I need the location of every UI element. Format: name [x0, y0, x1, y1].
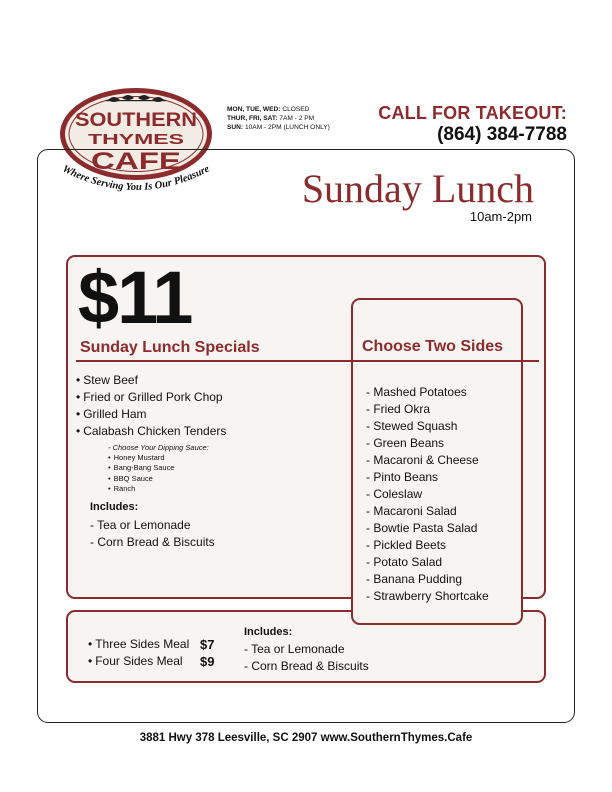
meal-price: $7 — [200, 637, 215, 652]
list-item: - Pickled Beets — [366, 537, 489, 554]
divider-line — [76, 360, 539, 362]
opening-hours — [227, 105, 330, 133]
meal-item — [88, 653, 218, 670]
list-item: • Fried or Grilled Pork Chop — [76, 389, 226, 406]
list-item: - Corn Bread & Biscuits — [244, 658, 369, 675]
list-item: - Coleslaw — [366, 486, 489, 503]
logo-line1: SOUTHERN — [75, 110, 197, 131]
list-item: - Green Beans — [366, 435, 489, 452]
hours-row: SUN: 10AM - 2PM (LUNCH ONLY) — [227, 124, 330, 132]
footer-address: 3881 Hwy 378 Leesville, SC 2907 www.SouthernThymes.Cafe — [139, 732, 473, 744]
list-item: - Macaroni Salad — [366, 503, 489, 520]
meal-options — [88, 636, 218, 670]
list-item: - Bowtie Pasta Salad — [366, 520, 489, 537]
list-item: - Strawberry Shortcake — [366, 588, 489, 605]
list-item: • Calabash Chicken Tenders — [76, 423, 226, 440]
entree-list — [76, 372, 226, 440]
list-item: - Potato Salad — [366, 554, 489, 571]
list-item: - Fried Okra — [366, 401, 489, 418]
logo-line2: THYMES — [88, 131, 184, 148]
list-item: - Macaroni & Cheese — [366, 452, 489, 469]
logo-tagline: Where Serving You Is Our Pleasure — [60, 163, 212, 194]
list-item: - Pinto Beans — [366, 469, 489, 486]
includes-heading: Includes: — [90, 501, 139, 513]
list-item: - Tea or Lemonade — [244, 641, 369, 658]
list-item: - Tea or Lemonade — [90, 517, 215, 534]
menu-time: 10am-2pm — [469, 209, 532, 224]
meal-price: $9 — [200, 654, 215, 669]
menu-title: Sunday Lunch — [301, 166, 534, 211]
meal-includes-heading: Includes: — [244, 626, 293, 638]
list-item: - Corn Bread & Biscuits — [90, 534, 215, 551]
sides-list — [366, 384, 489, 605]
list-item: • Bang-Bang Sauce — [108, 463, 175, 473]
sauce-list — [108, 453, 175, 495]
meal-name: Four Sides Meal — [95, 654, 183, 668]
list-item: - Mashed Potatoes — [366, 384, 489, 401]
list-item: • Honey Mustard — [108, 453, 175, 463]
list-item: - Banana Pudding — [366, 571, 489, 588]
meal-includes-list — [244, 641, 369, 675]
list-item: • BBQ Sauce — [108, 474, 175, 484]
list-item: • Grilled Ham — [76, 406, 226, 423]
sauce-heading: - Choose Your Dipping Sauce: — [108, 443, 209, 452]
sides-heading: Choose Two Sides — [362, 338, 504, 355]
logo-line3: CAFE — [91, 148, 181, 175]
meal-item — [88, 636, 218, 653]
hours-row: THUR, FRI, SAT: 7AM - 2 PM — [227, 115, 315, 123]
includes-list — [90, 517, 215, 551]
specials-heading: Sunday Lunch Specials — [80, 339, 260, 356]
meal-name: Three Sides Meal — [95, 637, 190, 651]
takeout-phone[interactable]: (864) 384-7788 — [437, 124, 567, 145]
hours-row: MON, TUE, WED: CLOSED — [227, 106, 310, 113]
special-price: $11 — [78, 256, 192, 339]
takeout-label: CALL FOR TAKEOUT: — [378, 103, 567, 123]
list-item: - Stewed Squash — [366, 418, 489, 435]
list-item: • Ranch — [108, 484, 175, 494]
list-item: • Stew Beef — [76, 372, 226, 389]
